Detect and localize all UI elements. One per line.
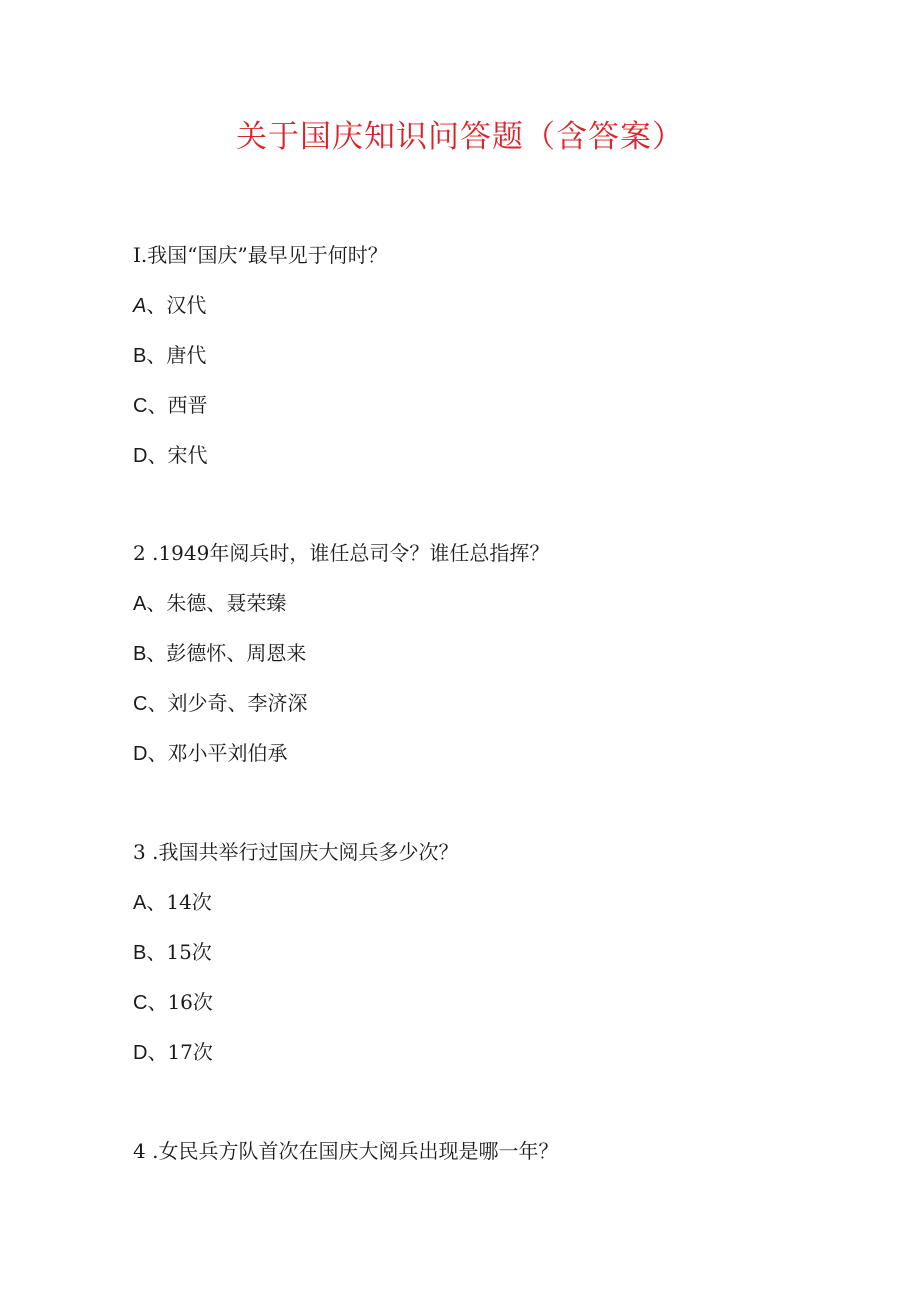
option-text: 刘少奇、李济深 <box>167 691 308 715</box>
option-separator: 、 <box>147 443 168 467</box>
option-letter: C <box>133 395 148 417</box>
option-text: 17次 <box>167 1040 213 1064</box>
option-c <box>133 987 213 1018</box>
option-a <box>133 290 206 321</box>
option-separator: 、 <box>147 1040 168 1064</box>
option-letter: A <box>133 593 147 615</box>
option-text: 15次 <box>166 940 212 964</box>
option-b <box>133 638 306 669</box>
option-separator: 、 <box>146 591 167 615</box>
option-letter: A <box>133 295 147 317</box>
option-separator: 、 <box>146 890 167 914</box>
option-separator: 、 <box>147 741 168 765</box>
option-b <box>133 937 212 968</box>
option-letter: B <box>133 345 147 367</box>
option-letter: B <box>133 942 147 964</box>
question-text: 3 .我国共举行过国庆大阅兵多少次？ <box>133 840 459 864</box>
option-text: 14次 <box>166 890 212 914</box>
question-text: 4 .女民兵方队首次在国庆大阅兵出现是哪一年？ <box>133 1139 559 1163</box>
option-d <box>133 738 287 769</box>
option-letter: D <box>133 445 148 467</box>
option-letter: C <box>133 992 148 1014</box>
option-c <box>133 688 307 719</box>
option-d <box>133 440 207 471</box>
option-text: 邓小平刘伯承 <box>167 741 288 765</box>
option-text: 汉代 <box>166 293 207 317</box>
option-text: 朱德、聂荣臻 <box>166 591 287 615</box>
option-c <box>133 390 207 421</box>
option-separator: 、 <box>146 940 167 964</box>
option-b <box>133 340 206 371</box>
option-letter: D <box>133 743 148 765</box>
option-a <box>133 588 286 619</box>
option-separator: 、 <box>147 990 168 1014</box>
question-text: 2 .1949年阅兵时，谁任总司令？谁任总指挥？ <box>133 541 550 565</box>
option-separator: 、 <box>147 393 168 417</box>
option-separator: 、 <box>146 641 167 665</box>
option-letter: B <box>133 643 147 665</box>
option-text: 彭德怀、周恩来 <box>166 641 307 665</box>
option-separator: 、 <box>146 293 167 317</box>
option-d <box>133 1037 213 1068</box>
option-text: 16次 <box>167 990 213 1014</box>
page-title: 关于国庆知识问答题（含答案） <box>236 119 684 155</box>
option-separator: 、 <box>147 691 168 715</box>
option-text: 西晋 <box>167 393 208 417</box>
option-letter: C <box>133 693 148 715</box>
option-text: 唐代 <box>166 343 207 367</box>
option-letter: D <box>133 1042 148 1064</box>
question-text: I.我国“国庆”最早见于何时？ <box>133 243 388 267</box>
option-text: 宋代 <box>167 443 208 467</box>
option-a <box>133 887 212 918</box>
option-letter: A <box>133 892 147 914</box>
option-separator: 、 <box>146 343 167 367</box>
